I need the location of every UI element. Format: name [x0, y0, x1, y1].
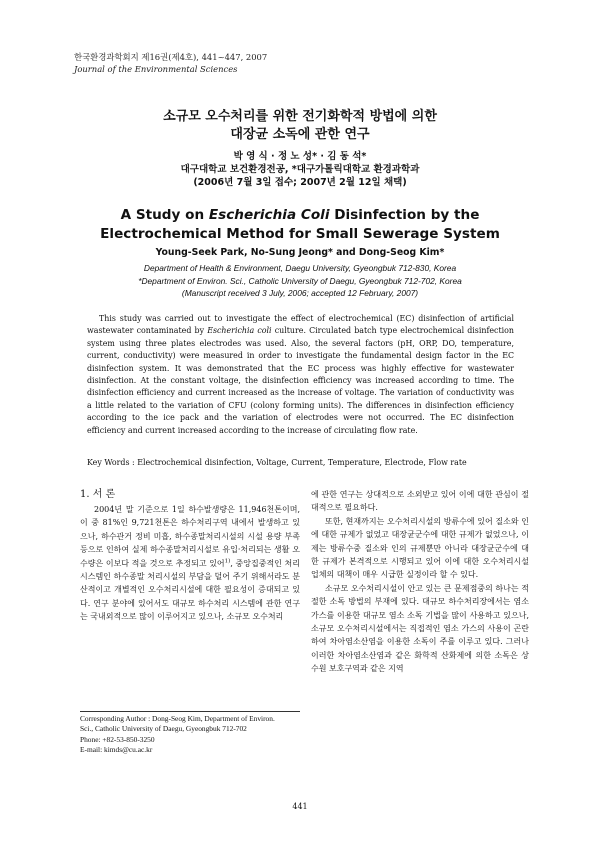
affiliation-2: *Department of Environ. Sci., Catholic University of Daegu, Gyeongbuk 712-702, Korea	[138, 275, 462, 286]
intro-paragraph-1-cont: 에 관한 연구는 상대적으로 소외받고 있어 이에 대한 관심이 절대적으로 필요하다.	[311, 490, 529, 513]
citation-ref: 1)	[224, 557, 231, 564]
title-prefix: A Study on	[120, 207, 209, 223]
korean-title	[0, 108, 600, 144]
corr-phone: Phone: +82-53-850-3250	[80, 734, 155, 744]
korean-author-block	[0, 150, 600, 189]
journal-citation: 한국환경과학회지 제16권(제4호), 441~447, 2007	[74, 52, 268, 62]
title-suffix: Disinfection by the	[329, 207, 480, 223]
corresponding-author	[80, 711, 300, 755]
intro-paragraph-3: 소규모 오수처리시설이 안고 있는 큰 문제점중의 하나는 적절한 소독 방법의 부재에 있다. 대규모 하수처리장에서는 염소 가스를 이용한 대규모 염소 소독 기법을 많이 사용하고 있으나, 소규모 오수처리시설에서는 직접적인 염소 가스의 사용이 곤란하여 차아염소산염을 이용한 소독이 주를 이루고 있다. 그러나 이러한 차아염소산염과 같은 화학적 산화제에 의한 소독은 상수원 보호구역과 같은 지역	[311, 583, 529, 674]
english-title	[0, 206, 600, 244]
english-title-line-2: Electrochemical Method for Small Sewerage System	[100, 226, 500, 242]
english-authors: Young-Seek Park, No-Sung Jeong* and Dong-Seog Kim*	[155, 247, 445, 258]
korean-authors: 박 영 식 · 정 노 성* · 김 동 석*	[233, 151, 367, 162]
korean-title-line-1: 소규모 오수처리를 위한 전기화학적 방법에 의한	[163, 109, 437, 124]
intro-paragraph-1	[80, 503, 300, 624]
intro-paragraph-2: 또한, 현재까지는 오수처리시설의 방류수에 있어 질소와 인에 대한 규제가 없었고 대장균군수에 대한 규제가 없었으나, 이제는 방류수중 질소와 인의 규제뿐만 아니라 대장균군수에 대한 규제가 본격적으로 시행되고 있어 이에 대한 오수처리시설 업체의 대책이 매우 시급한 실정이라 할 수 있다.	[311, 516, 529, 580]
page-number: 441	[292, 802, 308, 811]
corr-line-1: Corresponding Author : Dong-Seog Kim, Department of Environ.	[80, 714, 275, 723]
intro-text-b: , 중앙집중적인 처리시스템인 하수종말 처리시설의 부담을 덜어 주기 위해서라도 분산적이고 개별적인 오수처리시설에 대한 필요성이 증대되고 있다. 연구 분야에 있어서도 대규모 하수처리 시스템에 관한 연구는 국내외적으로 많이 이루어지고 있으나, 소규모 오수처리	[80, 558, 301, 622]
corr-email: E-mail: kimds@cu.ac.kr	[80, 744, 153, 754]
english-title-line-1	[0, 206, 600, 225]
journal-header	[74, 51, 267, 75]
keywords: Key Words : Electrochemical disinfection, Voltage, Current, Temperature, Electrode, Flow rate	[87, 458, 467, 467]
corr-line-2: Sci., Catholic University of Daegu, Gyeongbuk 712-702	[80, 724, 247, 734]
korean-title-line-2: 대장균 소독에 관한 연구	[230, 127, 370, 142]
abstract	[87, 313, 514, 437]
abstract-organism: Escherichia coli	[207, 326, 272, 336]
affiliations	[0, 262, 600, 300]
manuscript-dates: (Manuscript received 3 July, 2006; accepted 12 February, 2007)	[181, 288, 419, 298]
intro-text-a: 2004년 말 기준으로 1일 하수발생량은 11,946천톤이며, 이 중 81%인 9,721천톤은 하수처리구역 내에서 발생하고 있으나, 하수관거 정비 미흡, 하수종말처리시설의 시설 용량 부족 등으로 인하여 실제 하수종말처리시설로 유입·처리되는 생활 오수량은 이보다 적을 것으로 추정되고 있어	[80, 505, 300, 568]
body-left-column	[80, 488, 300, 624]
korean-affiliation: 대구대학교 보건환경전공, *대구가톨릭대학교 환경과학과	[180, 164, 420, 175]
korean-dates: (2006년 7월 3일 접수; 2007년 2월 12일 채택)	[193, 177, 407, 188]
body-right-column	[311, 488, 529, 676]
abstract-text-2: culture. Circulated batch type electrochemical disinfection system using three plates electrodes was used. Also, the several factors (pH, ORP, DO, temperature, current, conductivity) were measured in order to investigate the fundamental design factor in the EC disinfection system. It was demonstrated that the EC process was highly effective for wastewater disinfection. At the constant voltage, the disinfection efficiency was increased according to time. The disinfection efficiency and current increased as the increase of voltage. The variation of conductivity was a little related to the variation of CFU (colony forming units). The differences in disinfection efficiency according to the ice pack and the variation of electrodes were not occurred. The EC disinfection efficiency and current increased according to the increase of circulating flow rate.	[87, 326, 515, 435]
journal-name: Journal of the Environmental Sciences	[74, 64, 238, 74]
section-heading: 1. 서 론	[80, 489, 116, 500]
title-organism: Escherichia Coli	[208, 207, 330, 223]
affiliation-1: Department of Health & Environment, Daegu University, Gyeongbuk 712-830, Korea	[143, 263, 457, 273]
abstract-text-1: This study was carried out to investigate the effect of electrochemical (EC) disinfection of artificial wastewater contaminated by	[87, 314, 514, 336]
